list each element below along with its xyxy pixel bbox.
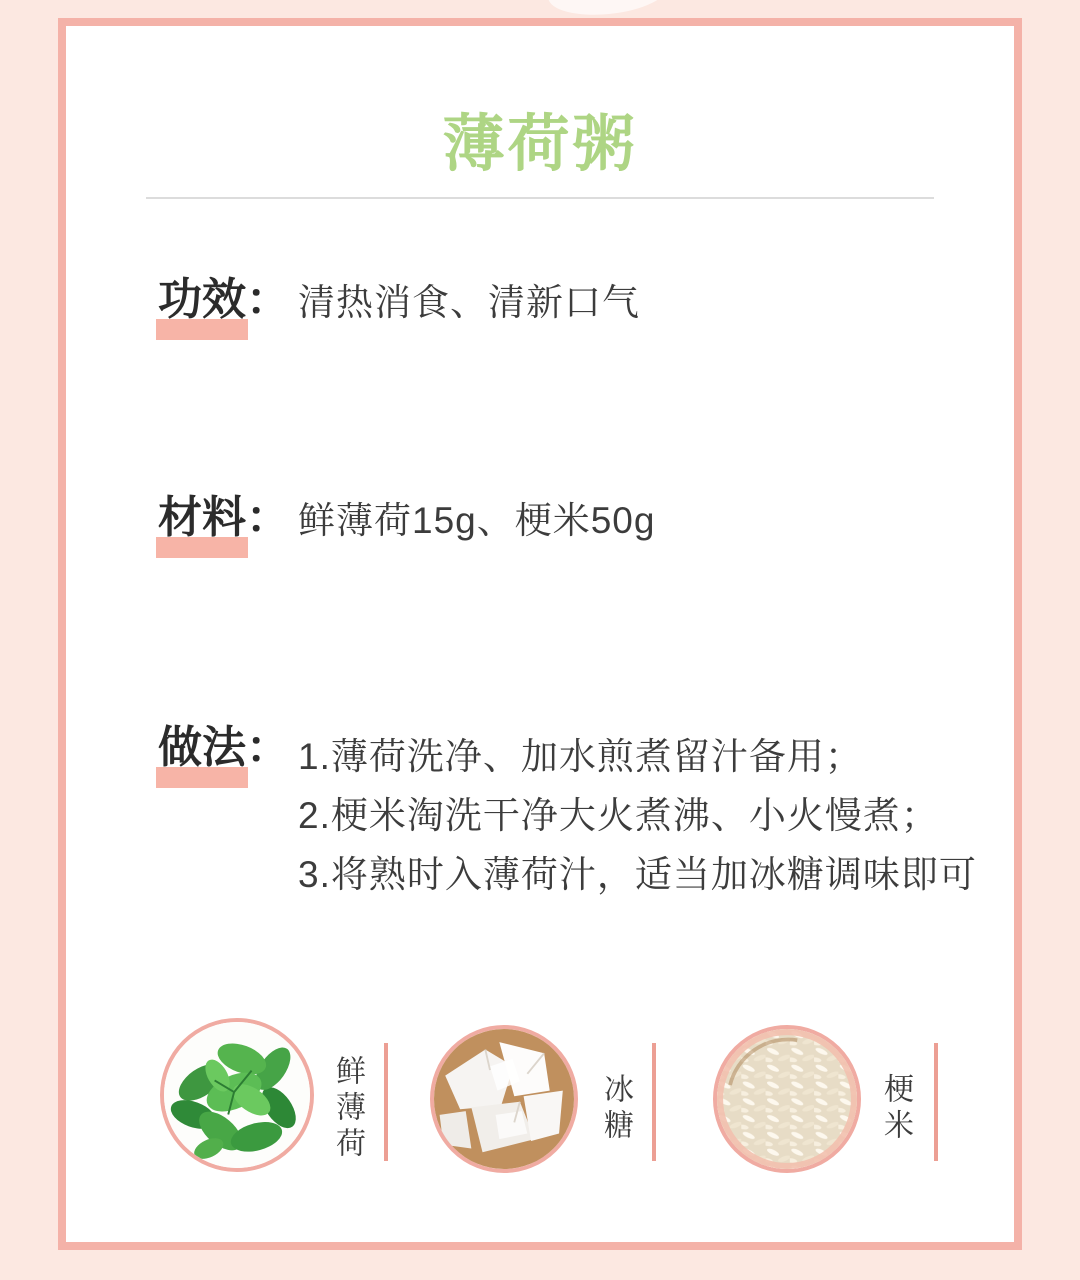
mint-leaves-photo <box>160 1018 314 1172</box>
rock-sugar-label: 冰糖 <box>599 1073 632 1145</box>
ingredient-photos-row <box>0 1015 1080 1185</box>
ingredient-separator-line <box>652 1043 656 1161</box>
rock-sugar-photo <box>430 1025 578 1173</box>
efficacy-section <box>158 276 640 327</box>
mint-leaves-illustration <box>164 1022 310 1168</box>
rice-illustration <box>717 1029 857 1169</box>
rice-label: 梗米 <box>879 1073 912 1145</box>
method-section <box>158 724 977 904</box>
materials-text: 鲜薄荷15g、梗米50g <box>298 500 656 541</box>
method-step-1: 1.薄荷洗净、加水煎煮留汁备用； <box>298 736 863 777</box>
materials-section <box>158 494 655 545</box>
method-step-3: 3.将熟时入薄荷汁，适当加冰糖调味即可 <box>298 854 977 895</box>
rock-sugar-illustration <box>434 1029 574 1169</box>
efficacy-label: 功效 ： <box>158 276 290 324</box>
method-steps <box>298 727 977 904</box>
efficacy-text: 清热消食、清新口气 <box>298 282 640 323</box>
title-divider <box>146 197 934 199</box>
ingredient-separator-line <box>934 1043 938 1161</box>
mint-label: 鲜薄荷 <box>331 1055 364 1163</box>
recipe-title: 薄荷粥 <box>442 110 638 179</box>
method-step-2: 2.梗米淘洗干净大火煮沸、小火慢煮； <box>298 795 939 836</box>
method-label: 做法 ： <box>158 724 290 772</box>
ingredient-separator-line <box>384 1043 388 1161</box>
materials-label: 材料 ： <box>158 494 290 542</box>
rice-photo <box>713 1025 861 1173</box>
